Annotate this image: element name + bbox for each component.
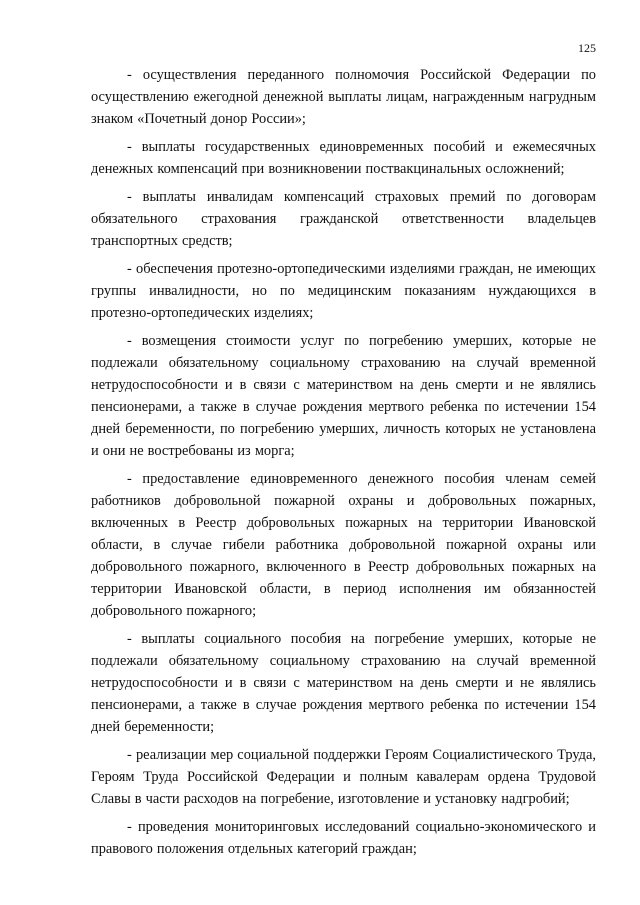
paragraph-prosthetic-products: - обеспечения протезно-ортопедическими изделиями граждан, не имеющих группы инвалидности, но по медицинским показаниям нуждающихся в протезно-ортопедических изделиях; xyxy=(91,261,596,321)
paragraph-vaccination-benefits: - выплаты государственных единовременных пособий и ежемесячных денежных компенсаций при возникновении поствакцинальных осложнений; xyxy=(91,139,596,177)
paragraph-insurance-compensation: - выплаты инвалидам компенсаций страховых премий по договорам обязательного страхования гражданской ответственности владельцев транспортных средств; xyxy=(91,189,596,249)
paragraph-donor-payment: - осуществления переданного полномочия Российской Федерации по осуществлению ежегодной денежной выплаты лицам, награжденным нагрудным знаком «Почетный донор России»; xyxy=(91,67,596,127)
paragraph-volunteer-firefighters-benefit: - предоставление единовременного денежного пособия членам семей работников добровольной пожарной охраны и добровольных пожарных, включенных в Реестр добровольных пожарных на территории Ивановской области, в случае гибели работника добровольной пожарной охраны или добровольного пожарного, включенного в Реестр добровольных пожарных на территории Ивановской области, в период исполнения им обязанностей добровольного пожарного; xyxy=(91,471,596,619)
paragraph-monitoring-studies: - проведения мониторинговых исследований социально-экономического и правового положения отдельных категорий граждан; xyxy=(91,819,596,857)
paragraph-heroes-social-support: - реализации мер социальной поддержки Героям Социалистического Труда, Героям Труда Российской Федерации и полным кавалерам ордена Трудовой Славы в части расходов на погребение, изготовление и установку надгробий; xyxy=(91,747,596,807)
page-number: 125 xyxy=(578,41,596,55)
paragraph-funeral-allowance: - выплаты социального пособия на погребение умерших, которые не подлежали обязательному социальному страхованию на случай временной нетрудоспособности и в связи с материнством на день смерти и не являлись пенсионерами, а также в случае рождения мертвого ребенка по истечении 154 дней беременности; xyxy=(91,631,596,735)
paragraph-funeral-services-reimbursement: - возмещения стоимости услуг по погребению умерших, которые не подлежали обязательному социальному страхованию на случай временной нетрудоспособности и в связи с материнством на день смерти и не являлись пенсионерами, а также в случае рождения мертвого ребенка по истечении 154 дней беременности, по погребению умерших, личность которых не установлена и они не востребованы из морга; xyxy=(91,333,596,459)
document-body xyxy=(91,64,596,860)
